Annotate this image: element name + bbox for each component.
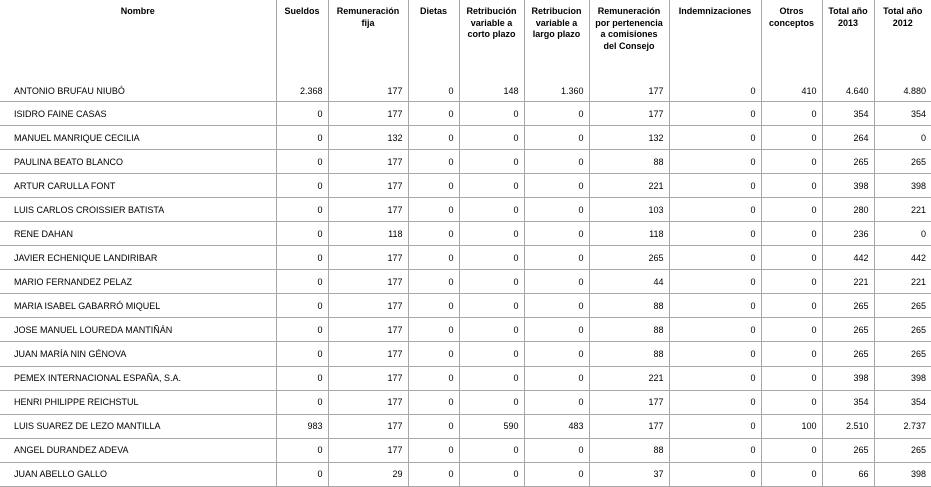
amount-cell: 0: [459, 270, 524, 294]
amount-cell: 2.368: [276, 81, 328, 102]
amount-cell: 0: [669, 222, 761, 246]
director-name-cell: LUIS SUAREZ DE LEZO MANTILLA: [0, 414, 276, 438]
header-indemnizaciones: Indemnizaciones: [669, 0, 761, 81]
director-name-cell: JUAN ABELLO GALLO: [0, 462, 276, 486]
amount-cell: 177: [589, 102, 669, 126]
amount-cell: 177: [328, 246, 408, 270]
table-row: [0, 102, 931, 126]
amount-cell: 265: [874, 294, 931, 318]
table-row: [0, 438, 931, 462]
amount-cell: 0: [459, 462, 524, 486]
amount-cell: 0: [459, 222, 524, 246]
amount-cell: 0: [761, 294, 822, 318]
amount-cell: 0: [761, 318, 822, 342]
amount-cell: 354: [822, 390, 874, 414]
director-name-cell: HENRI PHILIPPE REICHSTUL: [0, 390, 276, 414]
amount-cell: 483: [524, 414, 589, 438]
amount-cell: 0: [408, 390, 459, 414]
amount-cell: 0: [276, 342, 328, 366]
amount-cell: 0: [874, 222, 931, 246]
amount-cell: 0: [276, 150, 328, 174]
director-name-cell: MANUEL MANRIQUE CECILIA: [0, 126, 276, 150]
table-row: [0, 366, 931, 390]
amount-cell: 0: [459, 198, 524, 222]
table-row: [0, 198, 931, 222]
amount-cell: 0: [408, 150, 459, 174]
amount-cell: 590: [459, 414, 524, 438]
director-name-cell: RENE DAHAN: [0, 222, 276, 246]
amount-cell: 265: [822, 150, 874, 174]
amount-cell: 236: [822, 222, 874, 246]
amount-cell: 221: [822, 270, 874, 294]
amount-cell: 0: [524, 246, 589, 270]
amount-cell: 148: [459, 81, 524, 102]
amount-cell: 0: [408, 318, 459, 342]
table-row: [0, 294, 931, 318]
amount-cell: 0: [669, 102, 761, 126]
amount-cell: 44: [589, 270, 669, 294]
amount-cell: 0: [761, 174, 822, 198]
amount-cell: 0: [408, 366, 459, 390]
amount-cell: 264: [822, 126, 874, 150]
amount-cell: 0: [669, 318, 761, 342]
director-name-cell: JAVIER ECHENIQUE LANDIRIBAR: [0, 246, 276, 270]
amount-cell: 0: [459, 174, 524, 198]
amount-cell: 0: [524, 126, 589, 150]
amount-cell: 177: [328, 81, 408, 102]
amount-cell: 118: [328, 222, 408, 246]
amount-cell: 265: [874, 438, 931, 462]
director-name-cell: ISIDRO FAINE CASAS: [0, 102, 276, 126]
amount-cell: 0: [524, 294, 589, 318]
director-name-cell: ANTONIO BRUFAU NIUBÓ: [0, 81, 276, 102]
table-header-row: [0, 0, 931, 81]
header-dietas: Dietas: [408, 0, 459, 81]
amount-cell: 0: [761, 222, 822, 246]
amount-cell: 0: [669, 198, 761, 222]
amount-cell: 0: [761, 246, 822, 270]
amount-cell: 0: [408, 438, 459, 462]
amount-cell: 0: [459, 102, 524, 126]
amount-cell: 265: [822, 318, 874, 342]
amount-cell: 265: [874, 342, 931, 366]
amount-cell: 0: [459, 342, 524, 366]
amount-cell: 0: [669, 390, 761, 414]
amount-cell: 0: [761, 390, 822, 414]
amount-cell: 0: [669, 246, 761, 270]
amount-cell: 0: [524, 150, 589, 174]
amount-cell: 0: [408, 246, 459, 270]
amount-cell: 398: [822, 366, 874, 390]
amount-cell: 0: [761, 462, 822, 486]
amount-cell: 0: [669, 414, 761, 438]
amount-cell: 177: [328, 414, 408, 438]
amount-cell: 0: [761, 366, 822, 390]
amount-cell: 265: [822, 294, 874, 318]
amount-cell: 0: [459, 438, 524, 462]
table-row: [0, 150, 931, 174]
amount-cell: 0: [408, 270, 459, 294]
amount-cell: 442: [822, 246, 874, 270]
amount-cell: 132: [589, 126, 669, 150]
amount-cell: 0: [524, 462, 589, 486]
amount-cell: 118: [589, 222, 669, 246]
amount-cell: 442: [874, 246, 931, 270]
table-row: [0, 81, 931, 102]
amount-cell: 177: [328, 438, 408, 462]
director-name-cell: MARIA ISABEL GABARRÓ MIQUEL: [0, 294, 276, 318]
table-row: [0, 390, 931, 414]
amount-cell: 66: [822, 462, 874, 486]
amount-cell: 2.510: [822, 414, 874, 438]
amount-cell: 983: [276, 414, 328, 438]
amount-cell: 0: [761, 438, 822, 462]
amount-cell: 0: [408, 198, 459, 222]
amount-cell: 0: [524, 318, 589, 342]
amount-cell: 0: [408, 462, 459, 486]
header-remuneracion-comisiones: Remuneración por pertenencia a comisiones del Consejo: [589, 0, 669, 81]
amount-cell: 0: [524, 102, 589, 126]
amount-cell: 0: [459, 390, 524, 414]
amount-cell: 354: [874, 102, 931, 126]
table-row: [0, 222, 931, 246]
amount-cell: 0: [408, 294, 459, 318]
amount-cell: 221: [589, 366, 669, 390]
amount-cell: 0: [524, 222, 589, 246]
amount-cell: 0: [669, 270, 761, 294]
amount-cell: 0: [524, 174, 589, 198]
director-name-cell: MARIO FERNANDEZ PELAZ: [0, 270, 276, 294]
amount-cell: 177: [328, 150, 408, 174]
amount-cell: 0: [276, 366, 328, 390]
amount-cell: 0: [874, 126, 931, 150]
director-name-cell: ARTUR CARULLA FONT: [0, 174, 276, 198]
amount-cell: 0: [276, 126, 328, 150]
director-name-cell: JUAN MARÍA NIN GÉNOVA: [0, 342, 276, 366]
amount-cell: 88: [589, 150, 669, 174]
table-row: [0, 318, 931, 342]
amount-cell: 0: [761, 270, 822, 294]
amount-cell: 0: [276, 174, 328, 198]
amount-cell: 0: [524, 366, 589, 390]
amount-cell: 354: [874, 390, 931, 414]
amount-cell: 398: [822, 174, 874, 198]
table-row: [0, 462, 931, 486]
table-row: [0, 126, 931, 150]
header-nombre: Nombre: [120, 6, 155, 16]
amount-cell: 0: [276, 198, 328, 222]
director-name-cell: LUIS CARLOS CROISSIER BATISTA: [0, 198, 276, 222]
header-retribucion-largo-plazo: Retribucion variable a largo plazo: [524, 0, 589, 81]
header-sueldos: Sueldos: [276, 0, 328, 81]
amount-cell: 0: [524, 342, 589, 366]
amount-cell: 0: [669, 462, 761, 486]
table-row: [0, 342, 931, 366]
amount-cell: 410: [761, 81, 822, 102]
amount-cell: 0: [669, 174, 761, 198]
amount-cell: 0: [408, 222, 459, 246]
amount-cell: 0: [524, 390, 589, 414]
amount-cell: 221: [874, 270, 931, 294]
amount-cell: 0: [524, 270, 589, 294]
amount-cell: 0: [761, 198, 822, 222]
amount-cell: 0: [669, 366, 761, 390]
amount-cell: 0: [669, 81, 761, 102]
amount-cell: 177: [328, 294, 408, 318]
amount-cell: 265: [822, 438, 874, 462]
amount-cell: 0: [669, 294, 761, 318]
header-remuneracion-fija: Remuneración fija: [328, 0, 408, 81]
amount-cell: 0: [276, 246, 328, 270]
amount-cell: 177: [589, 81, 669, 102]
amount-cell: 0: [669, 150, 761, 174]
amount-cell: 354: [822, 102, 874, 126]
amount-cell: 221: [874, 198, 931, 222]
amount-cell: 0: [276, 438, 328, 462]
amount-cell: 0: [408, 414, 459, 438]
amount-cell: 2.737: [874, 414, 931, 438]
amount-cell: 177: [328, 390, 408, 414]
amount-cell: 88: [589, 438, 669, 462]
amount-cell: 0: [459, 126, 524, 150]
amount-cell: 0: [459, 294, 524, 318]
amount-cell: 0: [761, 150, 822, 174]
amount-cell: 4.640: [822, 81, 874, 102]
amount-cell: 265: [822, 342, 874, 366]
header-total-2013: Total año 2013: [822, 0, 874, 81]
director-name-cell: PAULINA BEATO BLANCO: [0, 150, 276, 174]
amount-cell: 221: [589, 174, 669, 198]
amount-cell: 0: [459, 318, 524, 342]
amount-cell: 177: [589, 390, 669, 414]
amount-cell: 177: [328, 342, 408, 366]
header-otros-conceptos: Otros conceptos: [761, 0, 822, 81]
amount-cell: 265: [874, 318, 931, 342]
amount-cell: 37: [589, 462, 669, 486]
amount-cell: 0: [408, 102, 459, 126]
amount-cell: 0: [276, 462, 328, 486]
amount-cell: 0: [276, 270, 328, 294]
header-retribucion-corto-plazo: Retribución variable a corto plazo: [459, 0, 524, 81]
table-row: [0, 246, 931, 270]
amount-cell: 0: [761, 342, 822, 366]
table-row: [0, 174, 931, 198]
amount-cell: 0: [276, 294, 328, 318]
amount-cell: 265: [589, 246, 669, 270]
amount-cell: 0: [408, 174, 459, 198]
amount-cell: 0: [276, 102, 328, 126]
director-name-cell: JOSE MANUEL LOUREDA MANTIÑÁN: [0, 318, 276, 342]
amount-cell: 0: [459, 150, 524, 174]
amount-cell: 0: [669, 126, 761, 150]
table-row: [0, 270, 931, 294]
amount-cell: 0: [459, 366, 524, 390]
amount-cell: 398: [874, 366, 931, 390]
amount-cell: 0: [524, 198, 589, 222]
director-name-cell: PEMEX INTERNACIONAL ESPAÑA, S.A.: [0, 366, 276, 390]
amount-cell: 177: [328, 198, 408, 222]
amount-cell: 0: [408, 81, 459, 102]
header-total-2012: Total año 2012: [874, 0, 931, 81]
amount-cell: 100: [761, 414, 822, 438]
amount-cell: 177: [328, 270, 408, 294]
amount-cell: 0: [669, 342, 761, 366]
amount-cell: 265: [874, 150, 931, 174]
amount-cell: 177: [328, 318, 408, 342]
amount-cell: 1.360: [524, 81, 589, 102]
amount-cell: 280: [822, 198, 874, 222]
amount-cell: 0: [276, 222, 328, 246]
amount-cell: 0: [408, 126, 459, 150]
amount-cell: 0: [276, 318, 328, 342]
amount-cell: 29: [328, 462, 408, 486]
amount-cell: 88: [589, 294, 669, 318]
amount-cell: 4.880: [874, 81, 931, 102]
amount-cell: 0: [761, 126, 822, 150]
amount-cell: 103: [589, 198, 669, 222]
amount-cell: 0: [761, 102, 822, 126]
amount-cell: 177: [328, 174, 408, 198]
amount-cell: 177: [328, 102, 408, 126]
director-name-cell: ANGEL DURANDEZ ADEVA: [0, 438, 276, 462]
amount-cell: 88: [589, 342, 669, 366]
amount-cell: 177: [328, 366, 408, 390]
amount-cell: 398: [874, 462, 931, 486]
amount-cell: 0: [524, 438, 589, 462]
amount-cell: 132: [328, 126, 408, 150]
amount-cell: 0: [669, 438, 761, 462]
amount-cell: 0: [459, 246, 524, 270]
table-row: [0, 414, 931, 438]
amount-cell: 0: [408, 342, 459, 366]
amount-cell: 177: [589, 414, 669, 438]
amount-cell: 88: [589, 318, 669, 342]
amount-cell: 398: [874, 174, 931, 198]
amount-cell: 0: [276, 390, 328, 414]
